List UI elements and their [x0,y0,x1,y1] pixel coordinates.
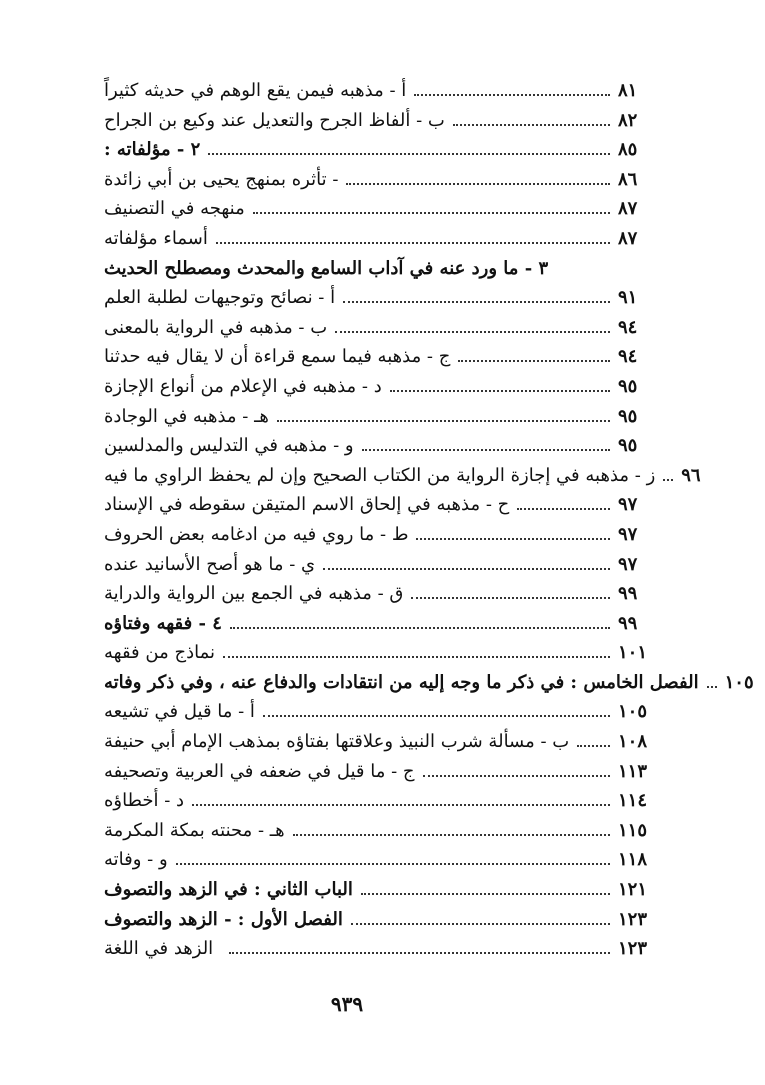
dot-leader [216,242,610,244]
toc-entry-title: - تأثره بمنهج يحيى بن أبي زائدة [104,168,339,190]
toc-row [104,80,658,110]
toc-row [104,820,658,850]
toc-page-number: ١٢٣ [618,938,648,960]
toc-entry-title: ز - مذهبه في إجازة الرواية من الكتاب الصحيح وإن لم يحفظ الراوي ما فيه [104,464,656,486]
dot-leader [277,420,610,422]
toc-page-number: ٩٥ [618,405,638,427]
dot-leader [323,568,610,570]
toc-entry-title: الفصل الأول : - الزهد والتصوف [104,908,343,930]
dot-leader [351,923,610,925]
toc-page-number: ٨٢ [618,109,638,131]
toc-row [104,228,658,258]
toc-row [104,731,658,761]
toc-entry-title: ب - مسألة شرب النبيذ وعلاقتها بفتاؤه بمذهب الإمام أبي حنيفة [104,731,570,753]
toc-page-number: ٩٦ [681,464,701,486]
toc-entry-title: ي - ما هو أصح الأسانيد عنده [104,553,316,575]
toc-page-number: ٩٥ [618,435,638,457]
toc-row [104,701,658,731]
toc-row [104,169,658,199]
toc-row [104,761,658,791]
toc-page-number: ١١٣ [618,760,648,782]
toc-row [104,494,658,524]
toc-entry-title: أسماء مؤلفاته [104,227,208,249]
toc-entry-title: هـ - مذهبه في الوجادة [104,405,269,427]
toc-page-number: ٩٥ [618,375,638,397]
toc-entry-title: أ - ما قيل في تشيعه [104,701,255,723]
dot-leader [453,124,610,126]
toc-row [104,938,658,968]
dot-leader [176,863,610,865]
toc-row [104,613,658,643]
toc-page-number: ٩٧ [618,523,638,545]
table-of-contents [104,80,754,968]
toc-row [104,198,658,228]
toc-page-number: ١٠١ [618,642,648,664]
toc-entry-title: ٣ - ما ورد عنه في آداب السامع والمحدث ومصطلح الحديث [104,257,549,279]
dot-leader [707,686,717,688]
toc-entry-title: ٢ - مؤلفاته : [104,139,201,161]
toc-entry-title: ط - ما روي فيه من ادغامه بعض الحروف [104,523,409,545]
dot-leader [663,479,673,481]
toc-row [104,879,658,909]
toc-row [104,464,701,495]
toc-entry-title: نماذج من فقهه [104,642,215,664]
toc-row [104,376,658,406]
dot-leader [423,775,610,777]
toc-entry-title: ج - مذهبه فيما سمع قراءة أن لا يقال فيه حدثنا [104,346,451,368]
toc-page-number: ١١٨ [618,849,648,871]
toc-row [104,849,658,879]
toc-entry-title: ب - ألفاظ الجرح والتعديل عند وكيع بن الجراح [104,109,445,131]
toc-entry-title: ٤ - فقهه وفتاؤه [104,612,222,634]
toc-entry-title: ج - ما قيل في ضعفه في العربية وتصحيفه [104,760,415,782]
toc-row [104,435,658,465]
toc-page-number: ٨١ [618,80,638,101]
toc-page-number: ٨٧ [618,227,638,249]
toc-row [104,287,658,317]
dot-leader [230,627,610,629]
toc-page-number: ٨٥ [618,139,638,161]
toc-page-number: ١١٤ [618,790,648,812]
dot-leader [362,449,610,451]
toc-row [104,642,658,672]
toc-row [104,110,658,140]
toc-page-number: ١٠٨ [618,731,648,753]
toc-row [104,406,658,436]
dot-leader [335,331,610,333]
dot-leader [263,715,610,717]
toc-page-number: ١١٥ [618,819,648,841]
toc-page-number: ٩٤ [618,316,638,338]
toc-page-number: ١٢٣ [618,908,648,930]
dot-leader [346,183,610,185]
toc-entry-title: هـ - محنته بمكة المكرمة [104,819,285,841]
toc-entry-title: ح - مذهبه في إلحاق الاسم المتيقن سقوطه في الإسناد [104,494,510,516]
toc-row [104,139,658,169]
toc-page-number: ٩٧ [618,494,638,516]
toc-entry-title: ب - مذهبه في الرواية بالمعنى [104,316,328,338]
dot-leader [223,656,610,658]
toc-row [104,909,658,939]
toc-page-number: ٨٧ [618,198,638,220]
toc-page-number: ١٠٥ [724,671,754,693]
toc-row [104,554,658,584]
toc-page-number: ١٢١ [618,879,648,901]
toc-page-number: ٩٩ [618,612,638,634]
toc-entry-title: منهجه في التصنيف [104,198,245,220]
toc-entry-title: د - أخطاؤه [104,790,185,812]
toc-entry-title: أ - مذهبه فيمن يقع الوهم في حديثه كثيراً [104,80,407,101]
dot-leader [208,153,610,155]
dot-leader [411,597,610,599]
toc-row [104,671,754,702]
dot-leader [517,508,610,510]
dot-leader [361,893,610,895]
toc-entry-title: الزهد في اللغة [104,938,214,960]
toc-row [104,317,658,347]
dot-leader [416,538,610,540]
toc-page-number: ١٠٥ [618,701,648,723]
dot-leader [293,834,610,836]
toc-row [104,583,658,613]
dot-leader [253,212,610,214]
toc-row [104,258,658,288]
toc-page-number: ٩٤ [618,346,638,368]
toc-row [104,346,658,376]
page-number: ٩٣٩ [330,992,364,1016]
toc-entry-title: الفصل الخامس : في ذكر ما وجه إليه من انتقادات والدفاع عنه ، وفي ذكر وفاته [104,671,699,693]
dot-leader [577,745,610,747]
dot-leader [414,94,610,96]
toc-page-number: ٩١ [618,287,638,309]
dot-leader [229,952,610,954]
toc-entry-title: ق - مذهبه في الجمع بين الرواية والدراية [104,583,404,605]
dot-leader [192,804,610,806]
toc-row [104,524,658,554]
toc-entry-title: الباب الثاني : في الزهد والتصوف [104,879,353,901]
toc-entry-title: د - مذهبه في الإعلام من أنواع الإجازة [104,375,382,397]
toc-entry-title: و - وفاته [104,849,168,871]
dot-leader [343,301,610,303]
toc-page-number: ٨٦ [618,168,638,190]
toc-row [104,790,658,820]
toc-page-number: ٩٧ [618,553,638,575]
dot-leader [458,360,610,362]
dot-leader [390,390,610,392]
toc-page-number: ٩٩ [618,583,638,605]
toc-entry-title: و - مذهبه في التدليس والمدلسين [104,435,354,457]
toc-entry-title: أ - نصائح وتوجيهات لطلبة العلم [104,287,336,309]
